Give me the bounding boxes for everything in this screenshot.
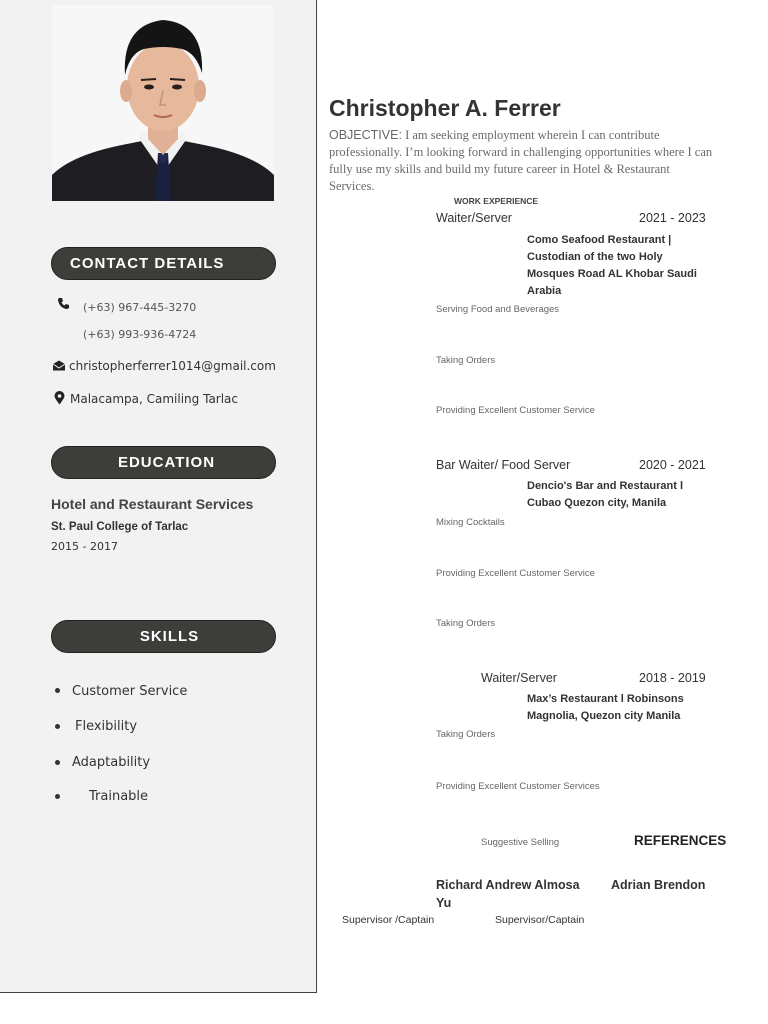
job-company	[527, 232, 697, 300]
job-company	[527, 691, 684, 725]
skill-bullet	[55, 688, 60, 693]
job-title: Waiter/Server	[481, 671, 557, 685]
objective-text: I am seeking employment wherein I can contribute professionally. I’m looking forward in challenging opportunities where I can fully use my skills and build my future career in Hotel & Restaurant Services.	[329, 128, 713, 193]
company-line: Como Seafood Restaurant |	[527, 234, 672, 246]
education-degree: Hotel and Restaurant Services	[51, 496, 254, 512]
skill-bullet	[55, 794, 60, 799]
job-years: 2018 - 2019	[639, 671, 706, 685]
job-duty: Suggestive Selling	[481, 837, 560, 848]
contact-details-heading-text: CONTACT DETAILS	[70, 255, 225, 272]
reference-name: Adrian Brendon	[611, 878, 706, 892]
job-title: Bar Waiter/ Food Server	[436, 458, 571, 472]
reference-name	[436, 876, 580, 912]
job-title: Waiter/Server	[436, 211, 512, 225]
skill-bullet	[55, 724, 60, 729]
job-duty: Serving Food and Beverages	[436, 304, 560, 315]
education-years: 2015 - 2017	[51, 540, 118, 553]
reference-role: Supervisor/Captain	[495, 914, 585, 926]
skill-bullet	[55, 760, 60, 765]
skill-item: Adaptability	[72, 755, 151, 770]
job-company	[527, 478, 683, 512]
company-line: Arabia	[527, 285, 562, 297]
education-heading	[51, 446, 276, 479]
job-duty: Taking Orders	[436, 729, 496, 740]
job-duty: Providing Excellent Customer Service	[436, 405, 595, 416]
references-heading: REFERENCES	[634, 833, 727, 848]
work-experience-heading: WORK EXPERIENCE	[454, 196, 539, 206]
phone-number-1: (+63) 967-445-3270	[83, 301, 197, 314]
job-duty: Providing Excellent Customer Service	[436, 568, 595, 579]
skill-item: Trainable	[89, 789, 149, 804]
address: Malacampa, Camiling Tarlac	[70, 392, 239, 406]
objective-paragraph	[329, 127, 714, 195]
skills-heading-text: SKILLS	[139, 628, 200, 645]
phone-icon	[57, 297, 70, 313]
job-years: 2021 - 2023	[639, 211, 706, 225]
skills-heading	[51, 620, 276, 653]
phone-number-2: (+63) 993-936-4724	[83, 328, 197, 341]
location-pin-icon	[54, 391, 65, 408]
job-duty: Providing Excellent Customer Services	[436, 781, 600, 792]
company-line: Mosques Road AL Khobar Saudi	[527, 268, 697, 280]
profile-photo	[52, 5, 274, 201]
company-line: Magnolia, Quezon city Manila	[527, 710, 681, 722]
job-duty: Taking Orders	[436, 355, 496, 366]
profile-photo-illustration	[52, 5, 274, 201]
job-duty: Mixing Cocktails	[436, 517, 505, 528]
candidate-name: Christopher A. Ferrer	[329, 95, 561, 121]
email-icon	[52, 360, 66, 374]
reference-name-line: Yu	[436, 896, 452, 910]
company-line: Cubao Quezon city, Manila	[527, 497, 667, 509]
job-duty: Taking Orders	[436, 618, 496, 629]
company-line: Dencio's Bar and Restaurant l	[527, 480, 684, 492]
education-heading-text: EDUCATION	[117, 454, 216, 471]
job-years: 2020 - 2021	[639, 458, 706, 472]
skill-item: Flexibility	[75, 719, 138, 734]
reference-role: Supervisor /Captain	[342, 914, 435, 926]
reference-name-line: Richard Andrew Almosa	[436, 878, 580, 892]
skill-item: Customer Service	[72, 684, 188, 699]
email-address: christopherferrer1014@gmail.com	[69, 359, 276, 373]
objective-label: OBJECTIVE:	[329, 128, 402, 142]
education-school: St. Paul College of Tarlac	[51, 521, 189, 533]
company-line: Custodian of the two Holy	[527, 251, 663, 263]
company-line: Max’s Restaurant l Robinsons	[527, 693, 684, 705]
contact-details-heading	[51, 247, 276, 280]
